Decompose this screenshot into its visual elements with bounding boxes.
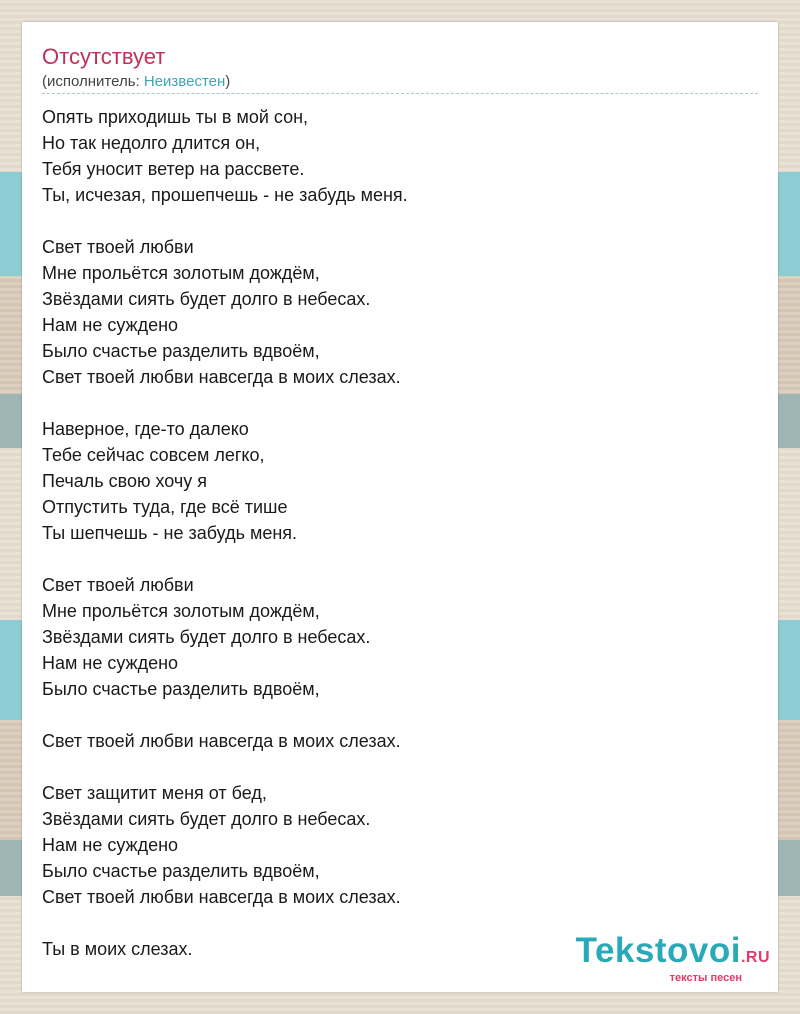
lyric-line: Мне прольётся золотым дождём, bbox=[42, 601, 320, 621]
lyrics-card bbox=[22, 22, 778, 992]
lyrics-body bbox=[42, 104, 758, 962]
logo-domain: .RU bbox=[740, 949, 770, 966]
lyric-line: Свет твоей любви bbox=[42, 575, 194, 595]
performer-line bbox=[42, 73, 230, 91]
lyric-line: Нам не суждено bbox=[42, 315, 179, 335]
site-logo[interactable] bbox=[576, 933, 770, 984]
lyric-line: Отпустить туда, где всё тише bbox=[42, 497, 288, 517]
lyric-line: Свет твоей любви навсегда в моих слезах. bbox=[42, 731, 401, 751]
lyric-blank-line bbox=[42, 208, 758, 234]
logo-wordmark: Tekstovoi bbox=[575, 931, 741, 970]
performer-prefix: (исполнитель: bbox=[42, 73, 144, 90]
lyric-line: Нам не суждено bbox=[42, 653, 179, 673]
lyric-line: Свет защитит меня от бед, bbox=[42, 783, 267, 803]
lyric-line: Свет твоей любви навсегда в моих слезах. bbox=[42, 887, 401, 907]
lyric-blank-line bbox=[42, 390, 758, 416]
lyric-line: Наверное, где-то далеко bbox=[42, 419, 249, 439]
lyric-line: Ты шепчешь - не забудь меня. bbox=[42, 523, 298, 543]
logo-tagline: тексты песен bbox=[669, 972, 742, 984]
lyric-line: Было счастье разделить вдвоём, bbox=[42, 341, 320, 361]
lyric-line: Опять приходишь ты в мой сон, bbox=[42, 107, 309, 127]
performer-suffix: ) bbox=[225, 73, 231, 90]
lyric-line: Было счастье разделить вдвоём, bbox=[42, 861, 320, 881]
lyric-line: Свет твоей любви навсегда в моих слезах. bbox=[42, 367, 401, 387]
lyric-line: Ты, исчезая, прошепчешь - не забудь меня. bbox=[42, 185, 408, 205]
lyric-line: Было счастье разделить вдвоём, bbox=[42, 679, 320, 699]
lyric-blank-line bbox=[42, 546, 758, 572]
lyric-line: Тебя уносит ветер на рассвете. bbox=[42, 159, 305, 179]
lyric-line: Звёздами сиять будет долго в небесах. bbox=[42, 289, 371, 309]
lyric-line: Печаль свою хочу я bbox=[42, 471, 208, 491]
lyric-line: Нам не суждено bbox=[42, 835, 179, 855]
title-divider bbox=[42, 93, 758, 94]
lyric-line: Свет твоей любви bbox=[42, 237, 194, 257]
lyric-line: Звёздами сиять будет долго в небесах. bbox=[42, 809, 371, 829]
lyric-blank-line bbox=[42, 754, 758, 780]
lyric-line: Тебе сейчас совсем легко, bbox=[42, 445, 265, 465]
lyric-line: Звёздами сиять будет долго в небесах. bbox=[42, 627, 371, 647]
lyric-blank-line bbox=[42, 702, 758, 728]
performer-link[interactable]: Неизвестен bbox=[143, 73, 226, 90]
song-title: Отсутствует bbox=[42, 44, 166, 69]
lyric-line: Ты в моих слезах. bbox=[42, 939, 193, 959]
lyric-line: Но так недолго длится он, bbox=[42, 133, 261, 153]
lyric-line: Мне прольётся золотым дождём, bbox=[42, 263, 320, 283]
